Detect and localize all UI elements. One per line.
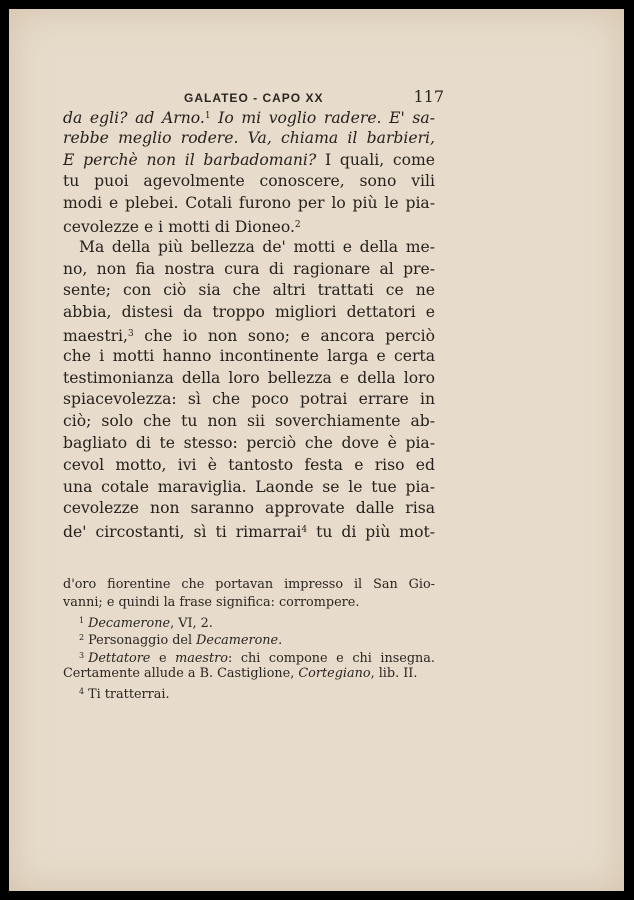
text-line: abbia, distesi da troppo migliori dettatori e (63, 303, 435, 322)
text-line: de' circostanti, sì ti rimarrai$^4$ tu di più mot- (63, 523, 435, 542)
text-line: che i motti hanno incontinente larga e certa (63, 346, 435, 365)
text-line: da egli? ad Arno.$^1$ Io mi voglio radere. E' sa- (63, 109, 435, 127)
text-line: bagliato di te stesso: perciò che dove è pia- (63, 433, 435, 452)
text-line: sente; con ciò sia che altri trattati ce ne (63, 281, 435, 300)
running-title: GALATEO - CAPO XX (184, 91, 324, 105)
footnote-1: $^1$ Decamerone, VI, 2. (79, 615, 213, 631)
text-line: ciò; solo che tu non sii soverchiamente ab- (63, 412, 435, 431)
footnote-3: $^3$ Dettatore e maestro: chi compone e chi insegna. (79, 651, 435, 667)
text-line: modi e plebei. Cotali furono per lo più le pia- (63, 194, 435, 213)
footnote-4: $^4$ Ti tratterrai. (79, 686, 170, 702)
text-line: Ma della più bellezza de' motti e della me- (79, 237, 435, 256)
text-line: una cotale maraviglia. Laonde se le tue pia- (63, 477, 435, 496)
text-line: tu puoi agevolmente conoscere, sono vili (63, 172, 435, 191)
footnote-ref: 1 (204, 111, 211, 121)
footnote-line: d'oro fiorentine che portavan impresso il San Gio- (63, 577, 435, 592)
text-line: testimonianza della loro bellezza e della loro (63, 368, 435, 387)
text-line: spiacevolezza: sì che poco potrai errare in (63, 390, 435, 409)
page-number: 117 (413, 87, 444, 106)
text-line: rebbe meglio rodere. Va, chiama il barbieri, (63, 128, 435, 147)
footnote-line: Certamente allude a B. Castiglione, Cortegiano, lib. II. (63, 665, 418, 681)
text-line: cevolezze non saranno approvate dalle risa (63, 499, 435, 518)
footnotes (63, 576, 435, 701)
body-text (63, 106, 435, 542)
text-line: cevolezze e i motti di Dioneo.$^2$ (63, 217, 301, 236)
text-line: no, non fia nostra cura di ragionare al pre- (63, 259, 435, 278)
footnote-2: $^2$ Personaggio del Decamerone. (79, 633, 283, 649)
text-line: maestri,$^3$ che io non sono; e ancora perciò (63, 326, 435, 345)
text-line: cevol motto, ivi è tantosto festa e riso ed (63, 455, 435, 474)
text-line: E perchè non il barbadomani? I quali, come (63, 150, 436, 169)
footnote-line: vanni; e quindi la frase significa: corrompere. (63, 594, 360, 610)
footnote-ref: 4 (301, 525, 308, 536)
footnote-ref: 3 (127, 328, 134, 339)
footnote-ref: 2 (294, 219, 301, 230)
